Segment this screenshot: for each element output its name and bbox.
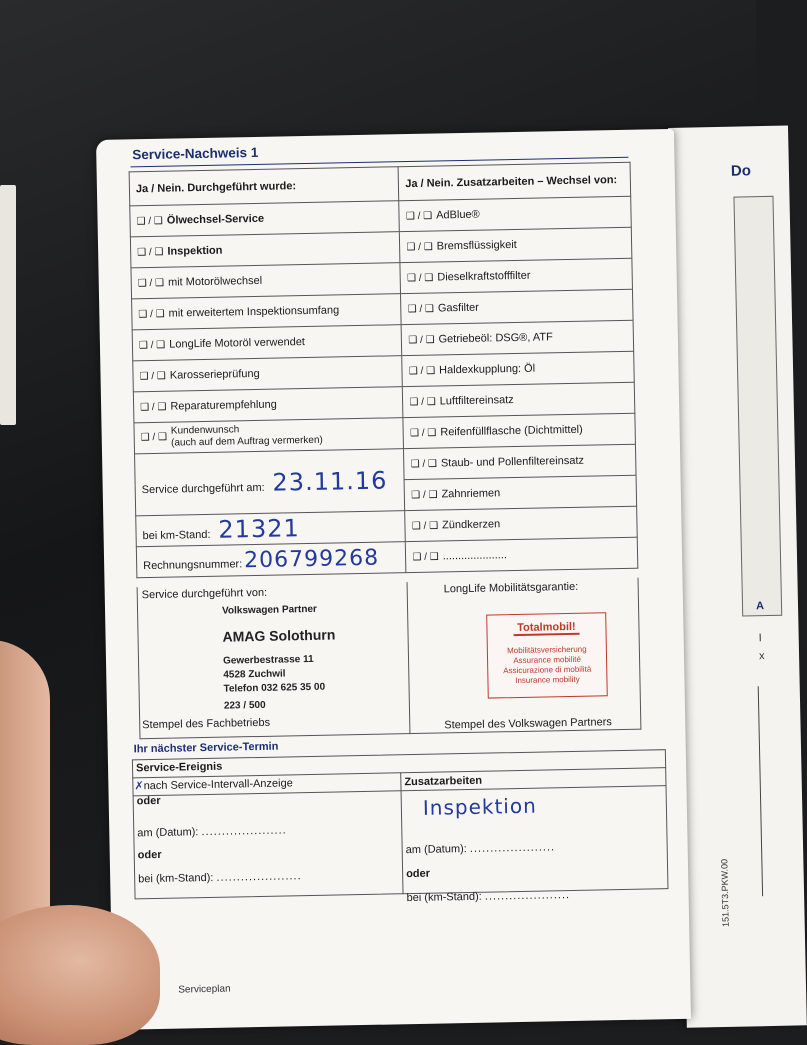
row-left-label: Ölwechsel-Service — [166, 212, 265, 227]
row-right-label: Dieselkraftstofffilter — [437, 269, 531, 284]
checkbox-pair[interactable]: ❑ / ❑ — [407, 303, 435, 316]
checkbox-pair[interactable]: ❑ / ❑ — [406, 241, 433, 254]
right-page-letter-i: I — [758, 632, 762, 645]
row-right-label: Luftfiltereinsatz — [439, 394, 514, 408]
checkbox-pair[interactable]: ❑ / ❑ — [140, 401, 167, 414]
checkbox-pair[interactable]: ❑ / ❑ — [138, 339, 166, 352]
oder-label: oder — [406, 867, 431, 881]
dealer-city: 4528 Zuchwil — [223, 668, 286, 681]
oder-label: oder — [136, 794, 161, 808]
totalmobil-line: Assurance mobilité — [513, 654, 581, 666]
totalmobil-sticker — [486, 612, 608, 698]
next-service-title: Ihr nächster Service-Termin — [133, 740, 279, 756]
page-title: Service-Nachweis 1 — [132, 144, 259, 163]
dealer-code: 223 / 500 — [223, 699, 266, 712]
checkbox-pair[interactable]: ❑ / ❑ — [136, 215, 163, 228]
extra-km-field[interactable]: bei (km-Stand): ..................... — [406, 889, 571, 905]
right-page-title: Do — [730, 162, 752, 180]
background-card — [0, 185, 16, 425]
right-page-box — [733, 196, 782, 617]
header-right: Ja / Nein. Zusatzarbeiten – Wechsel von: — [398, 162, 630, 200]
checkbox-pair[interactable]: ❑ / ❑ — [138, 308, 165, 321]
row-right-label: Getriebeöl: DSG®, ATF — [438, 331, 553, 346]
row-left-label: Kundenwunsch — [170, 424, 240, 437]
totalmobil-line: Mobilitätsversicherung — [506, 644, 587, 656]
stamp-left-label: Stempel des Fachbetriebs — [142, 716, 271, 732]
next-date-field[interactable]: am (Datum): ..................... — [137, 824, 287, 840]
checkbox-pair[interactable]: ❑ / ❑ — [409, 427, 437, 440]
extra-work-handwritten[interactable]: Inspektion — [422, 793, 537, 820]
interval-option[interactable]: ✗nach Service-Intervall-Anzeige — [134, 777, 293, 793]
row-left-label: LongLife Motoröl verwendet — [169, 336, 306, 351]
km-value[interactable]: 21321 — [218, 514, 300, 544]
checkbox-pair[interactable]: ❑ / ❑ — [409, 396, 436, 409]
guarantee-label: LongLife Mobilitätsgarantie: — [443, 580, 579, 596]
totalmobil-logo: Totalmobil! — [513, 622, 580, 636]
row-left-label: mit erweitertem Inspektionsumfang — [168, 304, 340, 320]
service-date-label: Service durchgeführt am: — [141, 481, 265, 496]
checkbox-pair[interactable]: ❑ / ❑ — [408, 365, 436, 378]
check-mark-icon: ✗ — [134, 779, 144, 793]
checkbox-pair[interactable]: ❑ / ❑ — [408, 334, 435, 347]
next-service-section — [132, 733, 669, 905]
checkbox-pair[interactable]: ❑ / ❑ — [405, 210, 433, 223]
row-right-label: Bremsflüssigkeit — [436, 238, 517, 253]
row-right-label: Haldexkupplung: Öl — [439, 362, 536, 377]
header-left: Ja / Nein. Durchgeführt wurde: — [129, 167, 399, 206]
totalmobil-line: Assicurazione di mobilità — [503, 664, 592, 676]
km-label: bei km-Stand: — [142, 528, 211, 543]
row-right-label: Staub- und Pollenfiltereinsatz — [440, 454, 585, 470]
row-left-label: Karosserieprüfung — [169, 367, 260, 382]
invoice-value[interactable]: 2067992​68 — [243, 545, 380, 573]
right-page-code: 151.5T3.PKW.00 — [719, 858, 731, 928]
row-right-label: Zahnriemen — [441, 487, 501, 501]
checkbox-pair[interactable]: ❑ / ❑ — [412, 551, 439, 564]
checkbox-pair[interactable]: ❑ / ❑ — [137, 277, 165, 290]
right-page-letter-a: A — [755, 600, 765, 613]
row-right-label: ..................... — [442, 549, 507, 563]
dealer-phone: Telefon 032 625 35 00 — [223, 681, 326, 695]
dealer-stamp — [222, 604, 337, 712]
row-left-label: Inspektion — [167, 244, 223, 258]
service-date-value[interactable]: 23.11.16 — [272, 465, 388, 497]
checkbox-pair[interactable]: ❑ / ❑ — [411, 489, 438, 502]
dealer-section — [137, 578, 642, 740]
checkbox-pair[interactable]: ❑ / ❑ — [410, 458, 438, 471]
service-table — [129, 162, 639, 579]
right-page-letter-x: x — [758, 650, 765, 663]
checkbox-pair[interactable]: ❑ / ❑ — [139, 370, 166, 383]
dealer-brand: Volkswagen Partner — [221, 603, 318, 617]
page-footer: Serviceplan — [178, 983, 231, 996]
dealer-divider — [407, 582, 411, 734]
checkbox-pair[interactable]: ❑ / ❑ — [406, 272, 434, 285]
totalmobil-line: Insurance mobility — [515, 674, 580, 686]
row-left-label: mit Motorölwechsel — [167, 274, 263, 289]
right-facing-page — [668, 125, 807, 1027]
row-left-label: Reparaturempfehlung — [170, 398, 277, 413]
hand-thumb — [0, 905, 160, 1045]
extra-date-field[interactable]: am (Datum): ..................... — [405, 841, 556, 857]
row-right-label: Reifenfüllflasche (Dichtmittel) — [440, 423, 583, 439]
next-km-field[interactable]: bei (km-Stand): ..................... — [138, 870, 302, 886]
right-page-line — [758, 686, 763, 896]
stamp-right-label: Stempel des Volkswagen Partners — [444, 716, 612, 732]
dealer-street: Gewerbestrasse 11 — [222, 653, 314, 667]
checkbox-pair[interactable]: ❑ / ❑ — [137, 246, 164, 259]
service-event-header: Service-Ereignis — [135, 760, 223, 775]
row-right-label: Gasfilter — [437, 301, 480, 315]
invoice-label: Rechnungsnummer: — [143, 557, 243, 572]
row-right-label: Zündkerzen — [441, 518, 501, 532]
performed-by-label: Service durchgeführt von: — [141, 586, 268, 602]
checkbox-pair[interactable]: ❑ / ❑ — [411, 520, 439, 533]
dealer-name: AMAG Solothurn — [222, 626, 336, 645]
checkbox-pair[interactable]: ❑ / ❑ — [140, 431, 168, 444]
extra-work-header: Zusatzarbeiten — [404, 774, 483, 789]
oder-label: oder — [137, 848, 162, 862]
service-booklet-page — [96, 129, 691, 1030]
row-right-label: AdBlue® — [436, 208, 480, 222]
row-left-sublabel: (auch auf dem Auftrag vermerken) — [170, 434, 323, 449]
